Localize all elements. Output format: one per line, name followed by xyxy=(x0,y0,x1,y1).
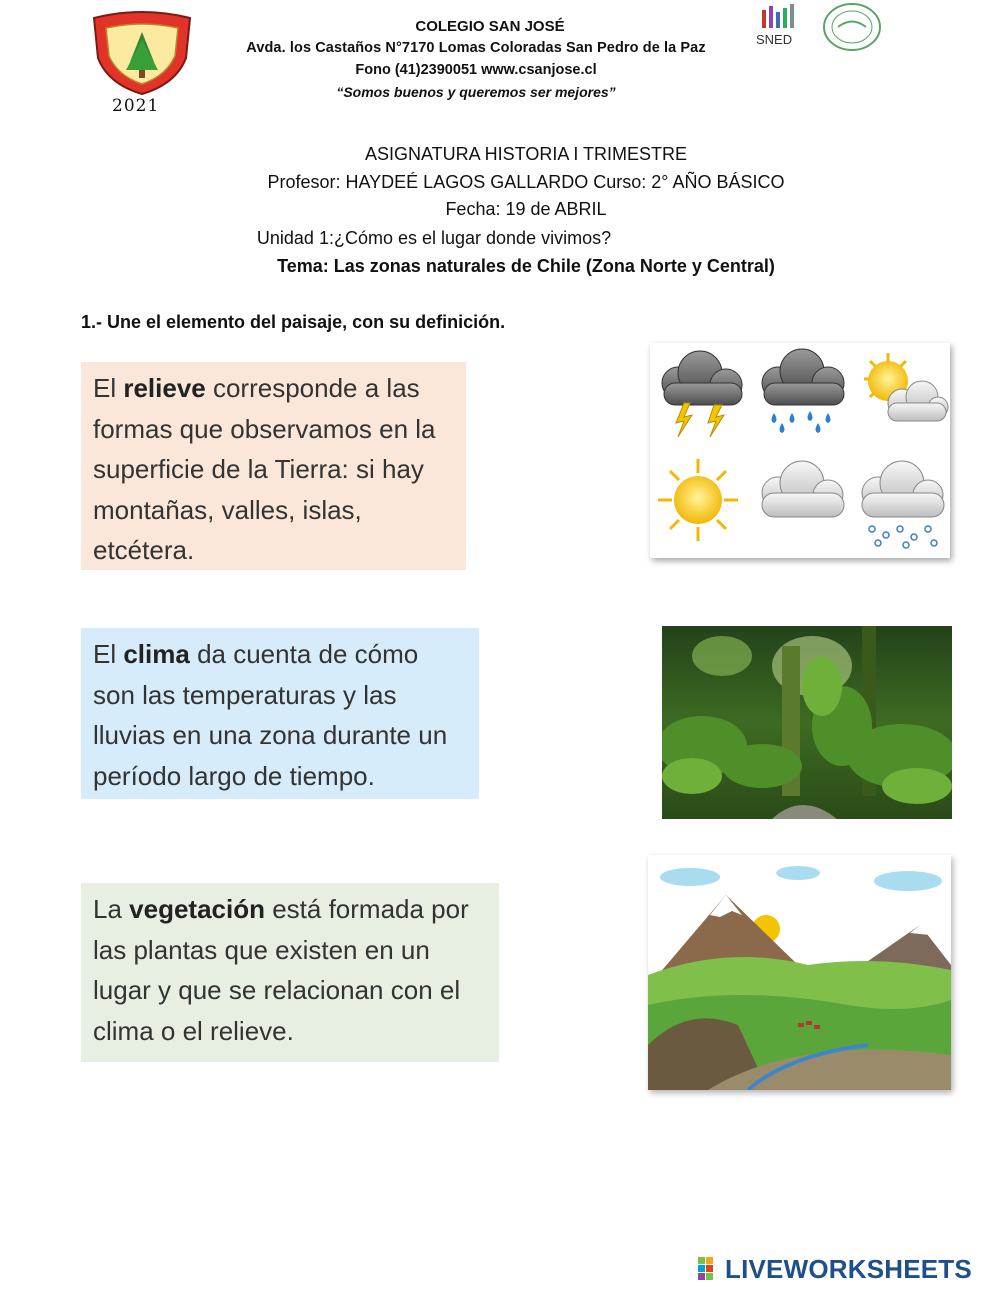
school-motto: “Somos buenos y queremos ser mejores” xyxy=(336,84,616,100)
definition-prefix: El xyxy=(93,639,124,669)
topic-line: Tema: Las zonas naturales de Chile (Zona Norte y Central) xyxy=(277,256,775,276)
definition-prefix: La xyxy=(93,894,130,924)
definition-clima[interactable] xyxy=(81,628,479,799)
definition-text: da cuenta de cómo son las temperaturas y las lluvias en una zona durante un período largo de tiempo. xyxy=(93,639,448,791)
school-name: COLEGIO SAN JOSÉ xyxy=(415,18,565,35)
school-address: Avda. los Castaños N°7170 Lomas Coloradas San Pedro de la Paz xyxy=(246,40,706,56)
sned-label: SNED xyxy=(756,32,793,47)
definition-term: relieve xyxy=(123,373,206,403)
rain-cloud-icon xyxy=(762,349,844,433)
landscape-image[interactable] xyxy=(648,855,951,1090)
unit-line: Unidad 1:¿Cómo es el lugar donde vivimos? xyxy=(256,228,612,248)
definition-text: corresponde a las formas que observamos en la superficie de la Tierra: si hay montañas, valles, islas, etcétera. xyxy=(93,373,436,565)
teacher-line: Profesor: HAYDEÉ LAGOS GALLARDO Curso: 2° AÑO BÁSICO xyxy=(267,172,785,192)
sun-icon xyxy=(658,459,738,541)
school-phone: Fono (41)2390051 www.csanjose.cl xyxy=(355,62,597,78)
liveworksheets-icon xyxy=(697,1256,723,1282)
definition-term: vegetación xyxy=(129,894,265,924)
year-label: 2021 xyxy=(112,96,160,116)
cloud-icon xyxy=(762,461,844,517)
definition-relieve[interactable] xyxy=(81,362,466,570)
date-line: Fecha: 19 de ABRIL xyxy=(445,199,607,219)
snow-cloud-icon xyxy=(862,461,944,548)
sun-cloud-icon xyxy=(864,353,948,421)
subject-line: ASIGNATURA HISTORIA I TRIMESTRE xyxy=(364,144,688,164)
seal-logo xyxy=(822,2,882,52)
sned-logo xyxy=(754,2,810,48)
liveworksheets-brand: LIVEWORKSHEETS xyxy=(725,1253,972,1284)
weather-icons-image[interactable] xyxy=(650,343,950,558)
forest-image[interactable] xyxy=(662,626,952,819)
instruction-text: 1.- Une el elemento del paisaje, con su definición. xyxy=(81,312,506,332)
definition-text: está formada por las plantas que existen en un lugar y que se relacionan con el clima o el relieve. xyxy=(93,894,469,1046)
definition-term: clima xyxy=(123,639,190,669)
definition-prefix: El xyxy=(93,373,124,403)
storm-cloud-icon xyxy=(662,351,742,437)
definition-vegetacion[interactable] xyxy=(81,883,499,1062)
liveworksheets-logo[interactable] xyxy=(697,1254,972,1284)
school-crest-logo xyxy=(86,10,198,96)
